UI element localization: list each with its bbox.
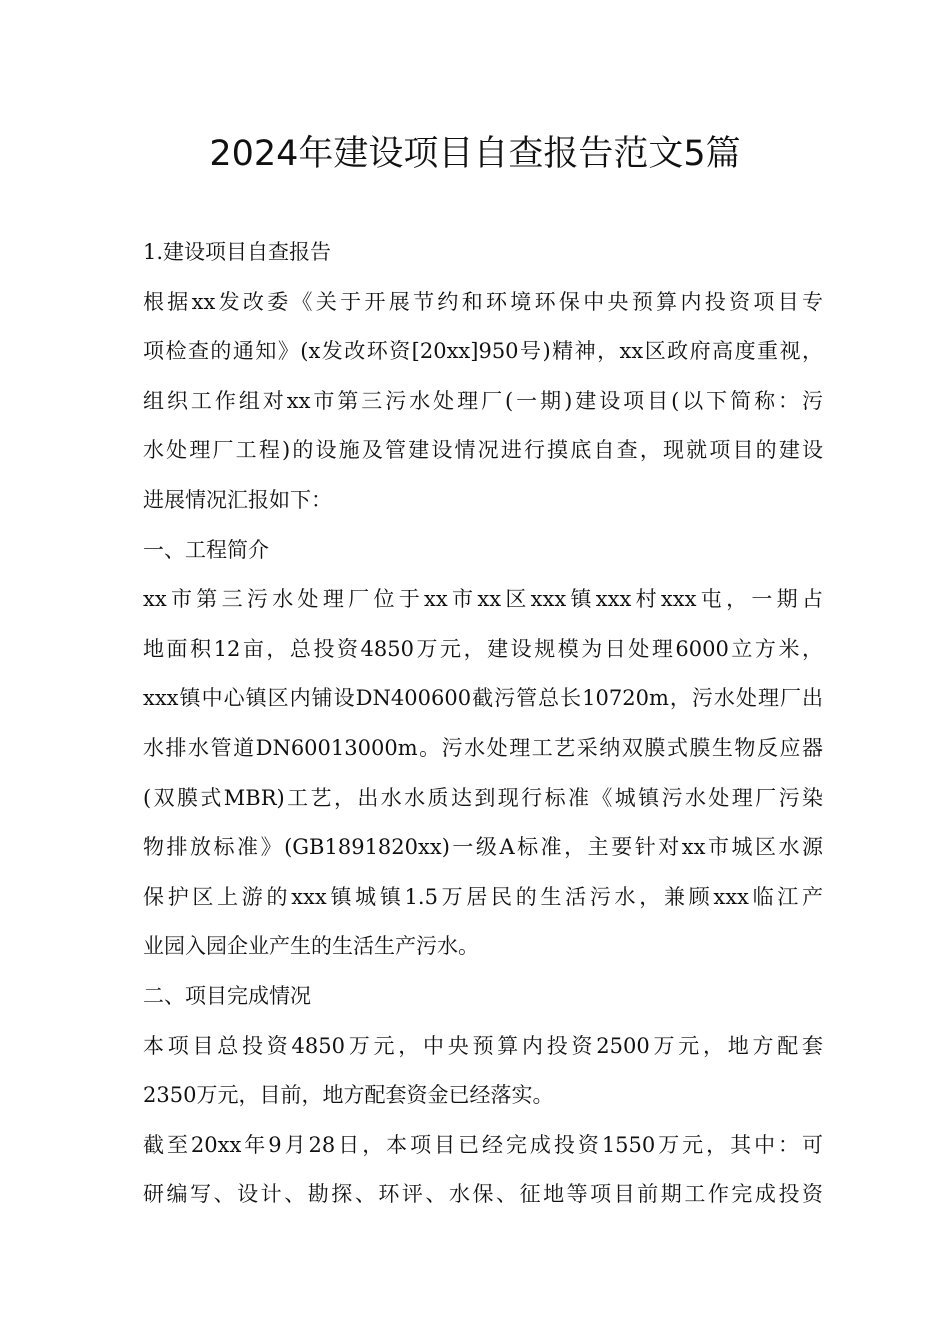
text-line: xx市第三污水处理厂位于xx市xx区xxx镇xxx村xxx屯，一期占: [143, 587, 823, 612]
document-body: [143, 228, 823, 1220]
text-line: 项检查的通知》(x发改环资[20xx]950号)精神，xx区政府高度重视，: [143, 339, 823, 364]
text-line: 根据xx发改委《关于开展节约和环境环保中央预算内投资项目专: [143, 289, 823, 314]
text-line: 二、项目完成情况: [143, 983, 311, 1008]
text-line: 水排水管道DN60013000m。污水处理工艺采纳双膜式膜生物反应器: [143, 735, 823, 760]
text-line: 进展情况汇报如下：: [143, 487, 332, 512]
text-line: 2350万元，目前，地方配套资金已经落实。: [143, 1083, 554, 1108]
text-line: 一、工程简介: [143, 537, 269, 562]
text-line: 本项目总投资4850万元，中央预算内投资2500万元，地方配套: [143, 1033, 823, 1058]
text-line: (双膜式MBR)工艺，出水水质达到现行标准《城镇污水处理厂污染: [143, 785, 823, 810]
text-line: 截至20xx年9月28日，本项目已经完成投资1550万元，其中：可: [143, 1132, 823, 1157]
document-title: 2024年建设项目自查报告范文5篇: [209, 134, 741, 174]
text-line: 水处理厂工程)的设施及管建设情况进行摸底自查，现就项目的建设: [143, 438, 823, 463]
text-line: 研编写、设计、勘探、环评、水保、征地等项目前期工作完成投资: [143, 1182, 823, 1207]
text-line: 地面积12亩，总投资4850万元，建设规模为日处理6000立方米，: [143, 636, 823, 661]
text-line: 保护区上游的xxx镇城镇1.5万居民的生活污水，兼顾xxx临江产: [143, 884, 823, 909]
text-line: 物排放标准》(GB1891820xx)一级A标准，主要针对xx市城区水源: [143, 835, 823, 860]
text-line: xxx镇中心镇区内铺设DN400600截污管总长10720m，污水处理厂出: [143, 686, 823, 711]
text-line: 业园入园企业产生的生活生产污水。: [143, 934, 479, 959]
text-line: 组织工作组对xx市第三污水处理厂(一期)建设项目(以下简称：污: [143, 388, 823, 413]
text-line: 1.建设项目自查报告: [143, 240, 332, 264]
